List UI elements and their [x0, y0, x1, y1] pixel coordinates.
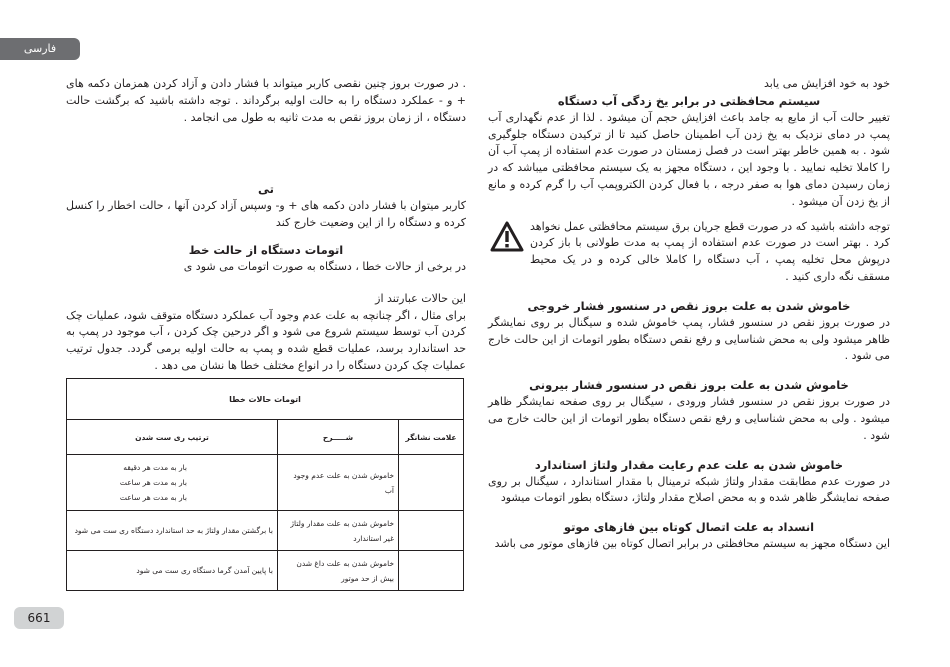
heading-warning-cancel: تی [258, 182, 274, 197]
table-row [67, 551, 464, 591]
top-line: خود به خود افزایش می یابد [763, 77, 890, 90]
table-row [67, 455, 464, 511]
row-indicator [399, 455, 464, 511]
auto-reset-paragraph: در برخی از حالات خطا ، دستگاه به صورت اتومات می شود ی [183, 259, 466, 273]
row-indicator [399, 551, 464, 591]
row-description: خاموش شدن به علت مقدار ولتاژ غیر استاندارد [278, 511, 399, 551]
heading-short-circuit: انسداد به علت اتصال کوتاه بین فازهای موتو [563, 520, 815, 535]
left-column [66, 76, 466, 375]
row-indicator [399, 511, 464, 551]
reset-line: بار به مدت هر ساعت [119, 493, 187, 503]
heading-external-sensor: خاموش شدن به علت بروز نقص در سنسور فشار بیرونی [529, 378, 849, 393]
heading-freeze-protection: سیستم محافظتی در برابر یخ زدگی آب دستگاه [557, 93, 821, 108]
table-title: اتومات حالات خطا [67, 379, 464, 420]
short-circuit-paragraph: این دستگاه مجهز به سیستم محافظتی در برابر اتصال کوتاه بین فازهای موتور می باشد [494, 537, 890, 551]
cases-paragraph: برای مثال ، اگر چنانچه به علت عدم وجود آب عملکرد دستگاه متوقف شود، عملیات چک کردن آب توسط سیستم شروع می شود و اگر درحین چک کردن ، آب موجود در پمپ به حد استاندارد برسد، عملیات قطع شده و پمپ به حالت اولیه برمی گردد. جدول ترتیب عملیات چک کردن دستگاه را در انواع مختلف خطا ها نشان می دهد . [66, 308, 466, 372]
output-sensor-paragraph: در صورت بروز نقص در سنسور فشار، پمپ خاموش شده و سیگنال بر روی نمایشگر ظاهر میشود ولی به محض شناسایی و رفع نقص دستگاه بطور اتومات از این حالت خارج می شود . [488, 315, 890, 363]
row-reset: با برگشتن مقدار ولتاژ به حد استاندارد دستگاه ری ست می شود [67, 511, 278, 551]
warning-triangle-icon [490, 221, 524, 253]
table-header-description: شـــــرح [278, 420, 399, 455]
freeze-protection-paragraph: تغییر حالت آب از مایع به جامد باعث افزایش حجم آن میشود . لذا از عدم نگهداری آب پمپ در دمای نزدیک به یخ زدن آب اطمینان حاصل کنید تا از ترکیدن دستگاه جلوگیری شود . به همین خاطر بهتر است در فصل زمستان در صورت عدم استفاده از پمپ آب آن را کاملا تخلیه نمایید . با وجود این ، دستگاه مجهز به یک سیستم محافظتی میباشد که در زمان رسیدن دمای هوا به صفر درجه ، با فعال کردن الکتروپمپ آب را گرم کرده و مانع از یخ زدن آن میشود . [488, 110, 890, 208]
voltage-paragraph: در صورت عدم مطابقت مقدار ولتاژ شبکه ترمینال با مقدار استاندارد ، سیگنال بر روی صفحه نمایشگر ظاهر شده و به محض اصلاح مقدار ولتاژ، دستگاه بطور اتومات میشود [488, 474, 890, 505]
cases-intro-line: این حالات عبارتند از [375, 291, 466, 305]
heading-auto-reset: اتومات دستگاه از حالت خط [188, 242, 344, 257]
reset-line: بار به مدت هر ساعت [119, 478, 187, 488]
table-header-indicator: علامت نشانگر [399, 420, 464, 455]
intro-paragraph: . در صورت بروز چنین نقصی کاربر میتواند با فشار دادن و آزاد کردن همزمان دکمه های + و - عملکرد دستگاه را به حالت اولیه برگرداند . توجه داشته باشید که برگشت حالت دستگاه ، از زمان بروز نقص به مدت ثانیه به طول می انجامد . [66, 77, 466, 124]
table-header-reset-order: ترتیب ری ست شدن [67, 420, 278, 455]
reset-line: بار به مدت هر دقیقه [123, 463, 187, 473]
row-reset [67, 455, 278, 511]
warning-cancel-paragraph: کاربر میتوان با فشار دادن دکمه های + و- وسپس آزاد کردن آنها ، حالت اخطار را کنسل کرده و دستگاه را از این وضعیت خارج کند [66, 199, 466, 230]
row-reset: با پایین آمدن گرما دستگاه ری ست می شود [67, 551, 278, 591]
heading-voltage: خاموش شدن به علت عدم رعایت مقدار ولتاژ استاندارد [534, 457, 844, 472]
warning-note [530, 219, 890, 286]
row-description: خاموش شدن به علت عدم وجود آب [278, 455, 399, 511]
language-tab: فارسی [0, 38, 80, 60]
warning-text: توجه داشته باشید که در صورت قطع جریان برق سیستم محافظتی عمل نخواهد کرد . بهتر است در صورت عدم استفاده از پمپ به مدت طولانی با باز کردن درپوش محل تخلیه پمپ ، آب دستگاه را کاملا خالی کرده و در یک محیط مسقف نگه داری کنید . [530, 219, 890, 283]
external-sensor-paragraph: در صورت بروز نقص در سنسور فشار ورودی ، سیگنال بر روی صفحه نمایشگر ظاهر میشود . ولی به محض شناسایی و رفع نقص دستگاه بطور اتومات از این حالت خارج می شود . [488, 395, 890, 442]
right-column [488, 76, 890, 553]
row-description: خاموش شدن به علت داغ شدن بیش از حد موتور [278, 551, 399, 591]
page-number: 661 [14, 607, 64, 629]
heading-output-sensor: خاموش شدن به علت بروز نقص در سنسور فشار خروجی [527, 298, 851, 313]
table-row [67, 511, 464, 551]
error-reset-table [66, 378, 464, 591]
